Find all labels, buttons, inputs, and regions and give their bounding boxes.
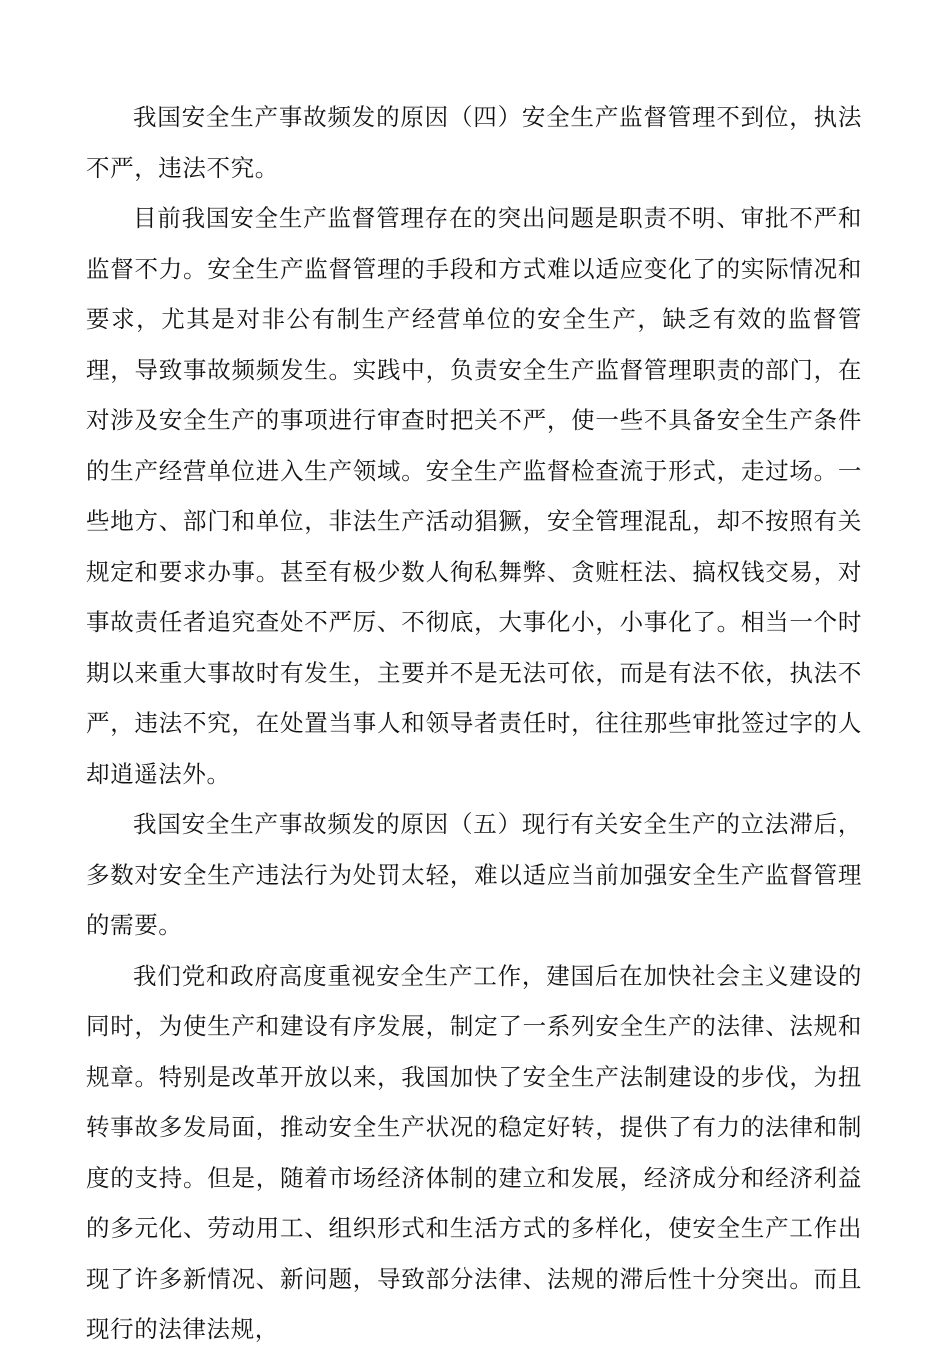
paragraph-legislation-lag: 我们党和政府高度重视安全生产工作，建国后在加快社会主义建设的同时，为使生产和建设有序发展，制定了一系列安全生产的法律、法规和规章。特别是改革开放以来，我国加快了安全生产法制建设的步伐，为扭转事故多发局面，推动安全生产状况的稳定好转，提供了有力的法律和制度的支持。但是，随着市场经济体制的建立和发展，经济成分和经济利益的多元化、劳动用工、组织形式和生活方式的多样化，使安全生产工作出现了许多新情况、新问题，导致部分法律、法规的滞后性十分突出。而且现行的法律法规， bbox=[86, 961, 862, 1343]
paragraph-cause-four-heading: 我国安全生产事故频发的原因（四）安全生产监督管理不到位，执法不严，违法不究。 bbox=[86, 103, 862, 182]
paragraph-supervision-problems: 目前我国安全生产监督管理存在的突出问题是职责不明、审批不严和监督不力。安全生产监督管理的手段和方式难以适应变化了的实际情况和要求，尤其是对非公有制生产经营单位的安全生产，缺乏有效的监督管理，导致事故频频发生。实践中，负责安全生产监督管理职责的部门，在对涉及安全生产的事项进行审查时把关不严，使一些不具备安全生产条件的生产经营单位进入生产领域。安全生产监督检查流于形式，走过场。一些地方、部门和单位，非法生产活动猖獗，安全管理混乱，却不按照有关规定和要求办事。甚至有极少数人徇私舞弊、贪赃枉法、搞权钱交易，对事故责任者追究查处不严厉、不彻底，大事化小，小事化了。相当一个时期以来重大事故时有发生，主要并不是无法可依，而是有法不依，执法不严，违法不究，在处置当事人和领导者责任时，往往那些审批签过字的人却逍遥法外。 bbox=[86, 204, 862, 788]
paragraph-cause-five-heading: 我国安全生产事故频发的原因（五）现行有关安全生产的立法滞后，多数对安全生产违法行为处罚太轻，难以适应当前加强安全生产监督管理的需要。 bbox=[86, 810, 862, 939]
document-body bbox=[86, 92, 862, 1355]
